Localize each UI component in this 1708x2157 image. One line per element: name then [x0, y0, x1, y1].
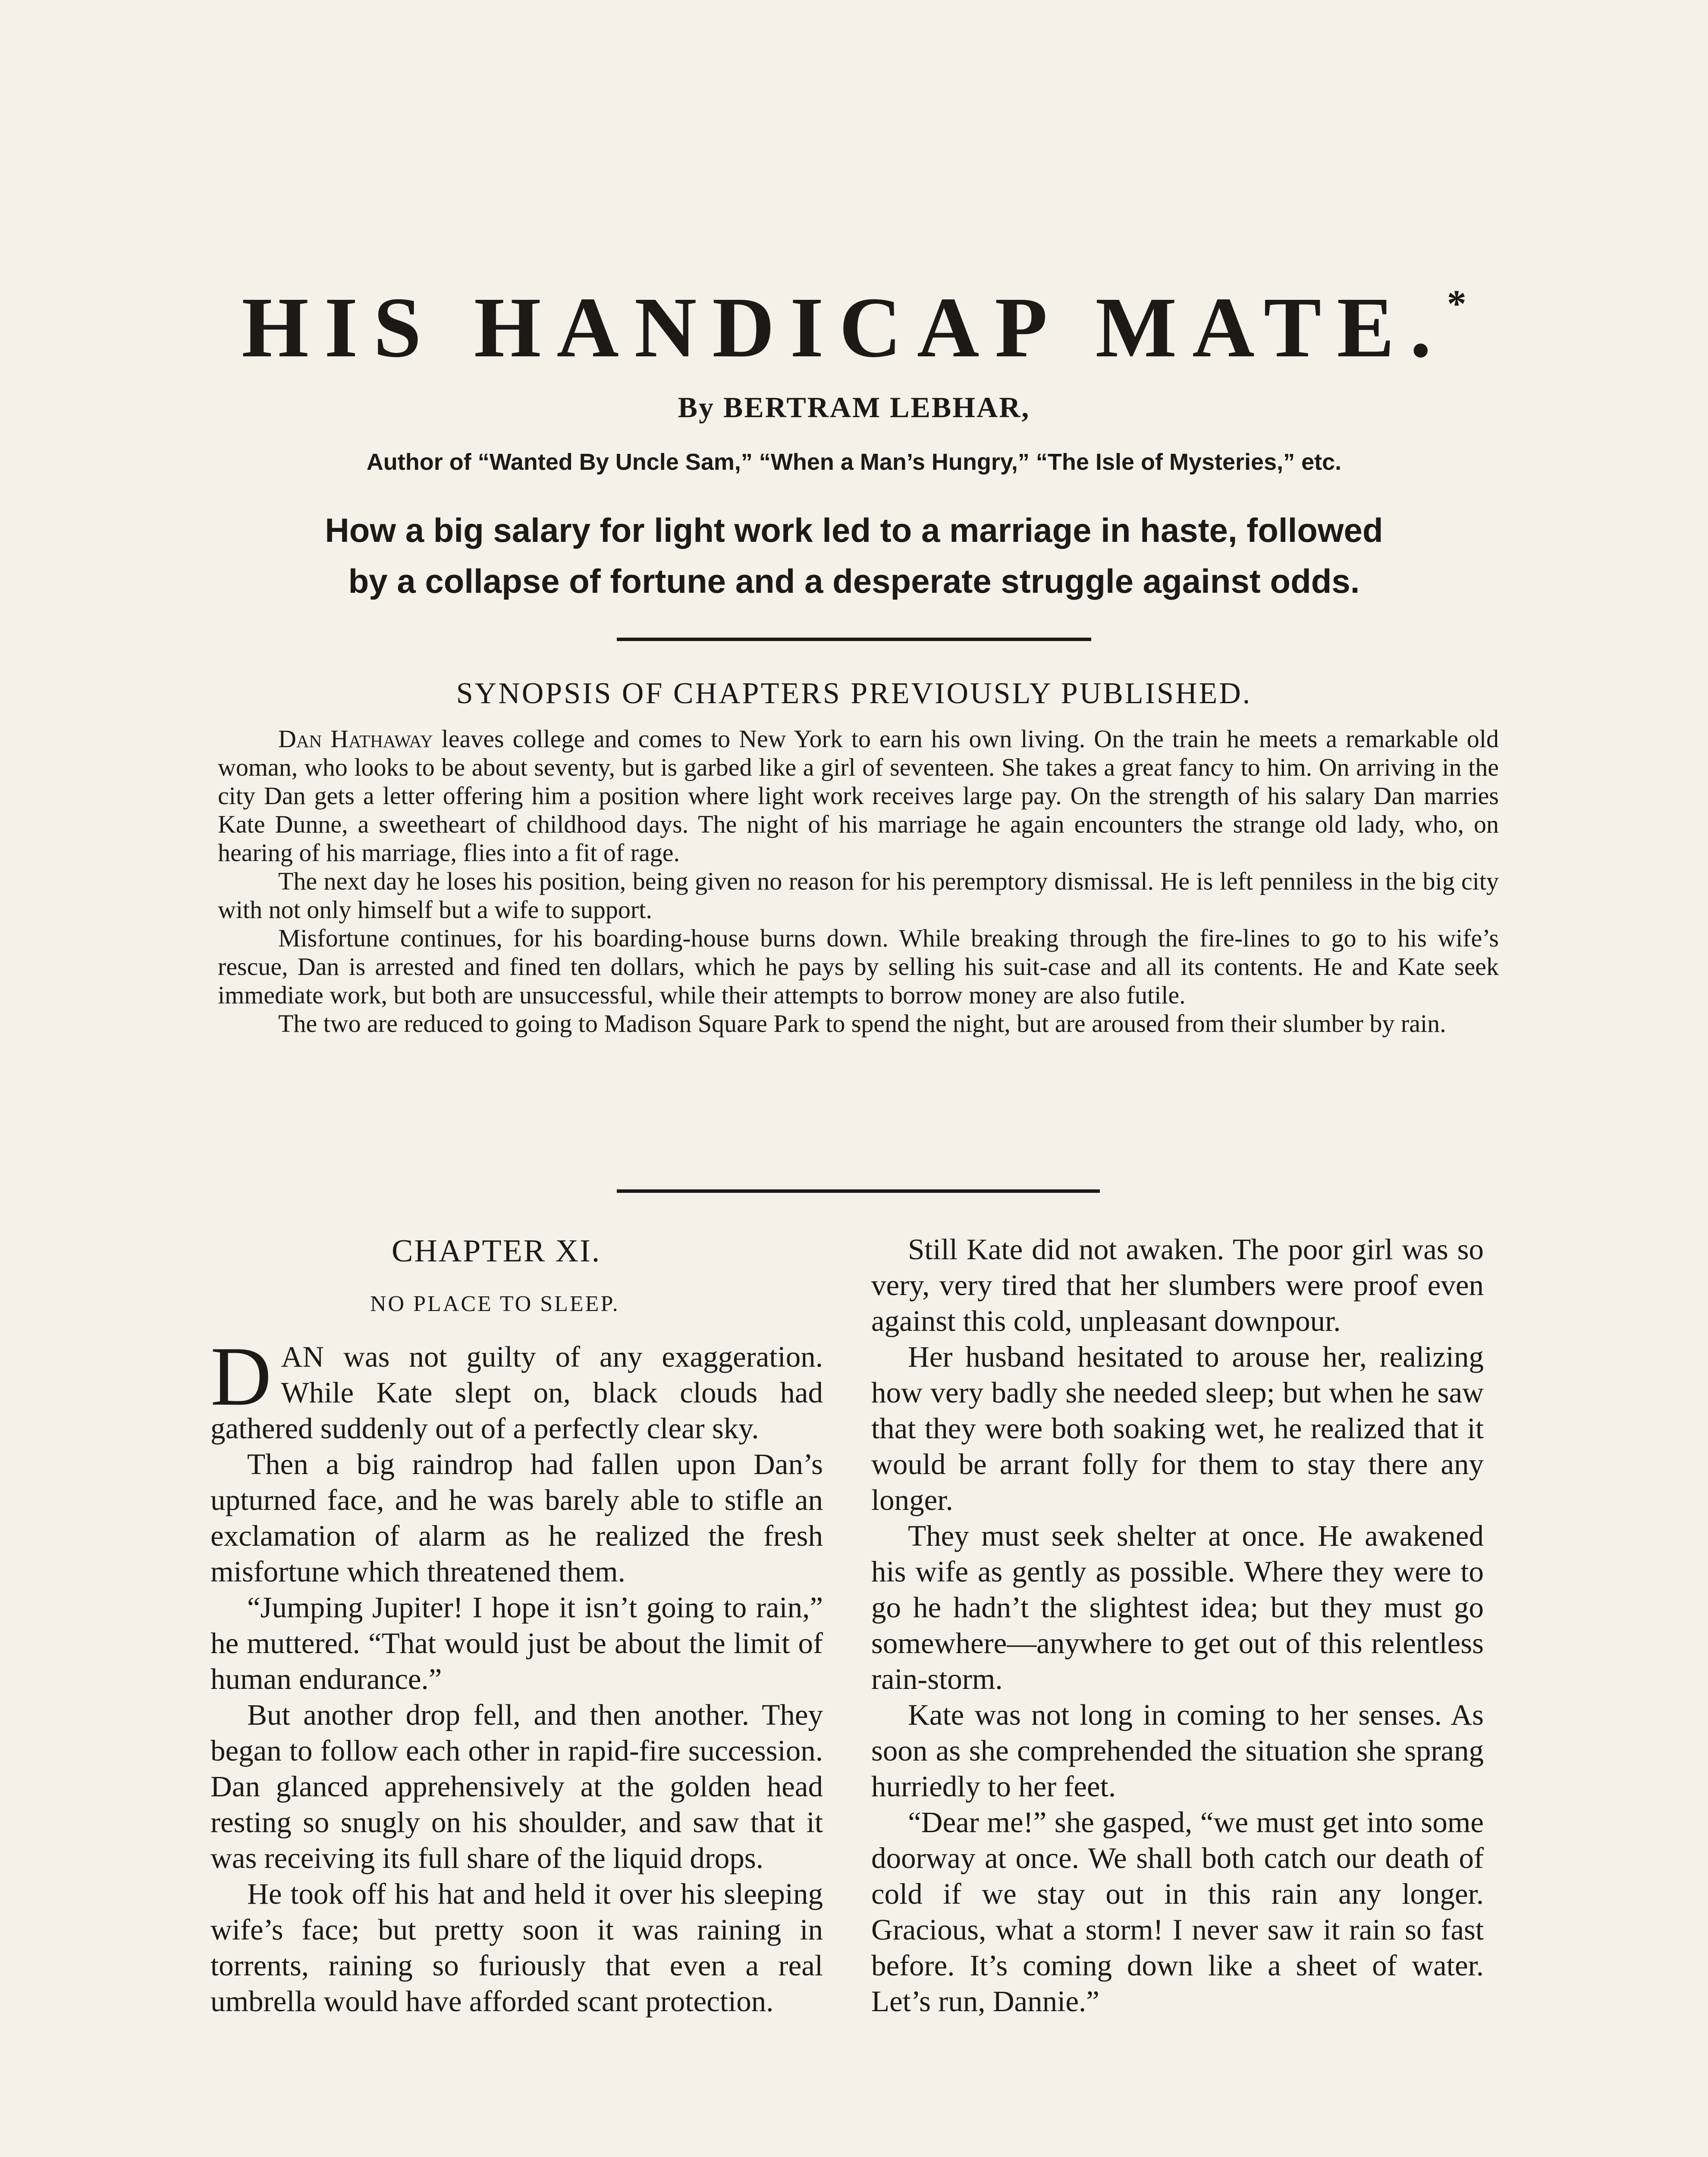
- author-credits: Author of “Wanted By Uncle Sam,” “When a Man’s Hungry,” “The Isle of Mysteries,” etc.: [366, 449, 1342, 475]
- synopsis-paragraph: Misfortune continues, for his boarding-house burns down. While breaking through the fire-lines to go to his wife’s rescue, Dan is arrested and fined ten dollars, which he pays by selling his suit-case and all its contents. He and Kate seek immediate work, but both are unsuccessful, while their attempts to borrow money are also futile.: [218, 924, 1499, 1009]
- synopsis-name: Dan Hathaway: [278, 725, 433, 753]
- story-paragraph: They must seek shelter at once. He awakened his wife as gently as possible. Where they were to go he hadn’t the slightest idea; but they must go somewhere—anywhere to get out of this relentless rain-storm.: [871, 1519, 1484, 1695]
- synopsis-paragraph: Dan Hathaway leaves college and comes to New York to earn his own living. On the train he meets a remarkable old woman, who looks to be about seventy, but is garbed like a girl of seventeen. She takes a great fancy to him. On arriving in the city Dan gets a letter offering him a position where light work receives large pay. On the strength of his salary Dan marries Kate Dunne, a sweetheart of childhood days. The night of his marriage he again encounters the strange old lady, who, on hearing of his marriage, flies into a fit of rage.: [218, 725, 1499, 867]
- story-paragraph: Her husband hesitated to arouse her, realizing how very badly she needed sleep; but when he saw that they were both soaking wet, he realized that it would be arrant folly for them to stay there any longer.: [871, 1340, 1484, 1516]
- chapter-title: CHAPTER XI.: [392, 1233, 601, 1269]
- story-paragraph: He took off his hat and held it over his sleeping wife’s face; but pretty soon it was raining in torrents, raining so furiously that even a real umbrella would have afforded scant protection.: [210, 1877, 823, 2018]
- synopsis-paragraph: The two are reduced to going to Madison Square Park to spend the night, but are aroused from their slumber by rain.: [278, 1009, 1446, 1038]
- story-title: HIS HANDICAP MATE.*: [242, 280, 1466, 375]
- title-footnote-mark: *: [1447, 283, 1466, 325]
- chapter-subtitle: NO PLACE TO SLEEP.: [370, 1292, 620, 1316]
- synopsis-text: [218, 725, 1499, 1038]
- synopsis-heading: SYNOPSIS OF CHAPTERS PREVIOUSLY PUBLISHED.: [456, 677, 1252, 710]
- synopsis-paragraph: The next day he loses his position, being given no reason for his peremptory dismissal. He is left penniless in the big city with not only himself but a wife to support.: [218, 867, 1499, 924]
- divider-rule-bottom: [617, 1189, 1100, 1193]
- drop-cap: D: [210, 1330, 272, 1423]
- right-column: [871, 1232, 1484, 2019]
- left-column: [210, 1232, 823, 2019]
- story-paragraph: Then a big raindrop had fallen upon Dan’s upturned face, and he was barely able to stifle an exclamation of alarm as he realized the fresh misfortune which threatened them.: [210, 1448, 823, 1588]
- story-paragraph: But another drop fell, and then another. They began to follow each other in rapid-fire succession. Dan glanced apprehensively at the golden head resting so snugly on his shoulder, and saw that it was receiving its full share of the liquid drops.: [210, 1698, 823, 1874]
- story-paragraph: DAN was not guilty of any exaggeration. While Kate slept on, black clouds had gathered suddenly out of a perfectly clear sky.: [210, 1330, 823, 1445]
- divider-rule-top: [617, 638, 1091, 641]
- story-paragraph: “Dear me!” she gasped, “we must get into some doorway at once. We shall both catch our death of cold if we stay out in this rain any longer. Gracious, what a storm! I never saw it rain so fast before. It’s coming down like a sheet of water. Let’s run, Dannie.”: [871, 1806, 1484, 2018]
- byline: By BERTRAM LEBHAR,: [678, 391, 1030, 424]
- story-paragraph: “Jumping Jupiter! I hope it isn’t going to rain,” he muttered. “That would just be about the limit of human endurance.”: [210, 1591, 823, 1695]
- story-paragraph: Still Kate did not awaken. The poor girl was so very, very tired that her slumbers were proof even against this cold, unpleasant downpour.: [871, 1233, 1484, 1337]
- story-paragraph: Kate was not long in coming to her senses. As soon as she comprehended the situation she sprang hurriedly to her feet.: [871, 1698, 1484, 1803]
- story-tagline: How a big salary for light work led to a marriage in haste, followed by a collapse of fortune and a desperate struggle against odds.: [325, 511, 1383, 600]
